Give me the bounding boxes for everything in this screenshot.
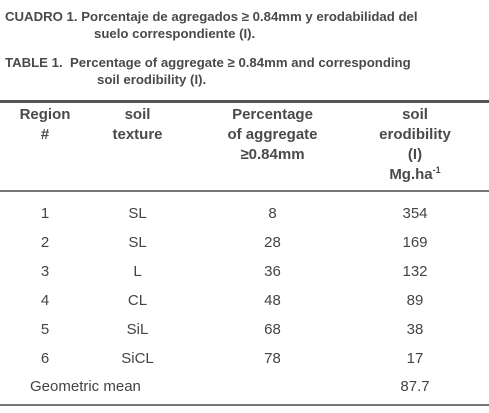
cell-erodibility: 17 (406, 350, 424, 367)
header-percentage-line1: Percentage (232, 106, 313, 123)
table-row (0, 344, 489, 373)
cell-texture: SL (128, 234, 147, 251)
caption-spanish-label: CUADRO 1. (5, 9, 78, 24)
header-rule (0, 190, 489, 192)
cell-region: 5 (40, 321, 50, 338)
table-row (0, 257, 489, 286)
table-row (0, 286, 489, 315)
header-erodibility-line1: soil (402, 106, 428, 123)
cell-region: 6 (40, 350, 50, 367)
caption-english (5, 54, 411, 88)
table-footer-row (0, 372, 489, 401)
header-percentage-line2: of aggregate (227, 126, 318, 143)
cell-texture: CL (127, 292, 148, 309)
header-texture-line1: soil (124, 106, 151, 123)
caption-spanish (5, 8, 418, 42)
header-percentage (200, 105, 345, 165)
header-erodibility (360, 105, 470, 185)
cell-percentage: 68 (264, 321, 281, 338)
table-bottom-rule (0, 404, 489, 406)
cell-region: 3 (40, 263, 50, 280)
caption-english-line1: Percentage of aggregate ≥ 0.84mm and corresponding (69, 55, 411, 70)
table-top-rule (0, 100, 489, 103)
header-texture-line2: texture (112, 126, 163, 143)
header-percentage-line3: ≥0.84mm (240, 146, 305, 163)
cell-erodibility: 38 (406, 321, 424, 338)
cell-texture: SL (128, 205, 147, 222)
table-row (0, 315, 489, 344)
geometric-mean-label: Geometric mean (30, 378, 141, 395)
header-region (10, 105, 80, 145)
unit-exponent: -1 (432, 165, 441, 175)
cell-percentage: 8 (268, 205, 277, 222)
cell-erodibility: 132 (402, 263, 428, 280)
geometric-mean-value: 87.7 (400, 378, 430, 395)
cell-texture: SiCL (121, 350, 154, 367)
header-erodibility-unit: $Mg.ha^{-1}$ (389, 165, 441, 183)
header-region-line2: # (40, 126, 50, 143)
cell-region: 1 (40, 205, 50, 222)
table-row (0, 228, 489, 257)
table-row (0, 199, 489, 228)
header-region-line1: Region (19, 106, 71, 123)
cell-region: 4 (40, 292, 50, 309)
cell-percentage: 28 (264, 234, 281, 251)
caption-spanish-line1: Porcentaje de agregados ≥ 0.84mm y erodabilidad del (81, 9, 418, 24)
caption-english-line2: soil erodibility (I). (97, 72, 207, 87)
header-texture (95, 105, 180, 145)
header-erodibility-line3: (I) (407, 146, 423, 163)
cell-region: 2 (40, 234, 50, 251)
cell-erodibility: 354 (402, 205, 428, 222)
cell-texture: L (133, 263, 142, 280)
cell-texture: SiL (126, 321, 149, 338)
cell-percentage: 36 (264, 263, 281, 280)
caption-spanish-line2: suelo correspondiente (I). (94, 26, 256, 41)
header-erodibility-line2: erodibility (379, 126, 451, 143)
caption-english-label: TABLE 1. (5, 55, 63, 70)
cell-percentage: 48 (264, 292, 281, 309)
cell-erodibility: 169 (402, 234, 428, 251)
cell-erodibility: 89 (406, 292, 424, 309)
cell-percentage: 78 (264, 350, 281, 367)
